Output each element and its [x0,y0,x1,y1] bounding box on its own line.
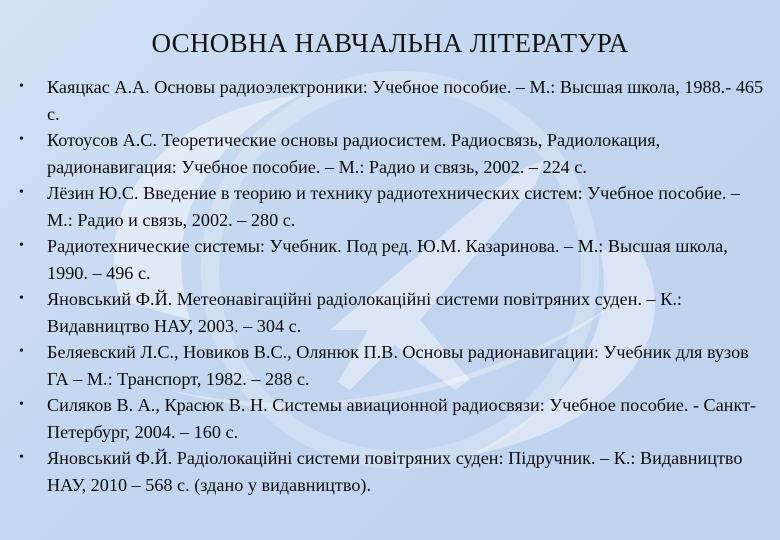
list-item [0,74,780,127]
list-item [0,233,780,286]
list-item [0,392,780,445]
list-item-text: Беляевский Л.С., Новиков В.С., Олянюк П.В. Основы радионавигации: Учебник для вузов ГА – М.: Транспорт, 1982. – 288 с. [47,342,749,389]
bullet-icon: • [19,397,24,412]
list-item-text: Яновський Ф.Й. Радіолокаційні системи повітряних суден: Підручник. – К.: Видавництво НАУ, 2010 – 568 с. (здано у видавництво). [47,448,743,495]
bullet-icon: • [19,79,24,94]
list-item [0,286,780,339]
list-item [0,180,780,233]
list-item-text: Каяцкас А.А. Основы радиоэлектроники: Учебное пособие. – М.: Высшая школа, 1988.- 465 с. [47,77,764,124]
bullet-icon: • [19,344,24,359]
page-title: ОСНОВНА НАВЧАЛЬНА ЛІТЕРАТУРА [151,28,629,58]
list-item-text: Радиотехнические системы: Учебник. Под ред. Ю.М. Казаринова. – М.: Высшая школа, 1990. – 496 с. [47,236,728,283]
bullet-icon: • [19,238,24,253]
list-item [0,127,780,180]
list-item-text: Силяков В. А., Красюк В. Н. Системы авиационной радиосвязи: Учебное пособие. - Санкт-Петербург, 2004. – 160 с. [47,395,757,442]
list-item-text: Лёзин Ю.С. Введение в теорию и технику радиотехнических систем: Учебное пособие. – М.: Радио и связь, 2002. – 280 с. [47,183,740,230]
literature-list [0,74,780,498]
list-item-text: Котоусов А.С. Теоретические основы радиосистем. Радиосвязь, Радиолокация, радионавигация: Учебное пособие. – М.: Радио и связь, 2002. – 224 с. [47,130,661,177]
bullet-icon: • [19,132,24,147]
bullet-icon: • [19,291,24,306]
list-item [0,445,780,498]
bullet-icon: • [19,450,24,465]
bullet-icon: • [19,185,24,200]
list-item [0,339,780,392]
list-item-text: Яновський Ф.Й. Метеонавігаційні радіолокаційні системи повітряних суден. – К.: Видавництво НАУ, 2003. – 304 с. [47,289,682,336]
